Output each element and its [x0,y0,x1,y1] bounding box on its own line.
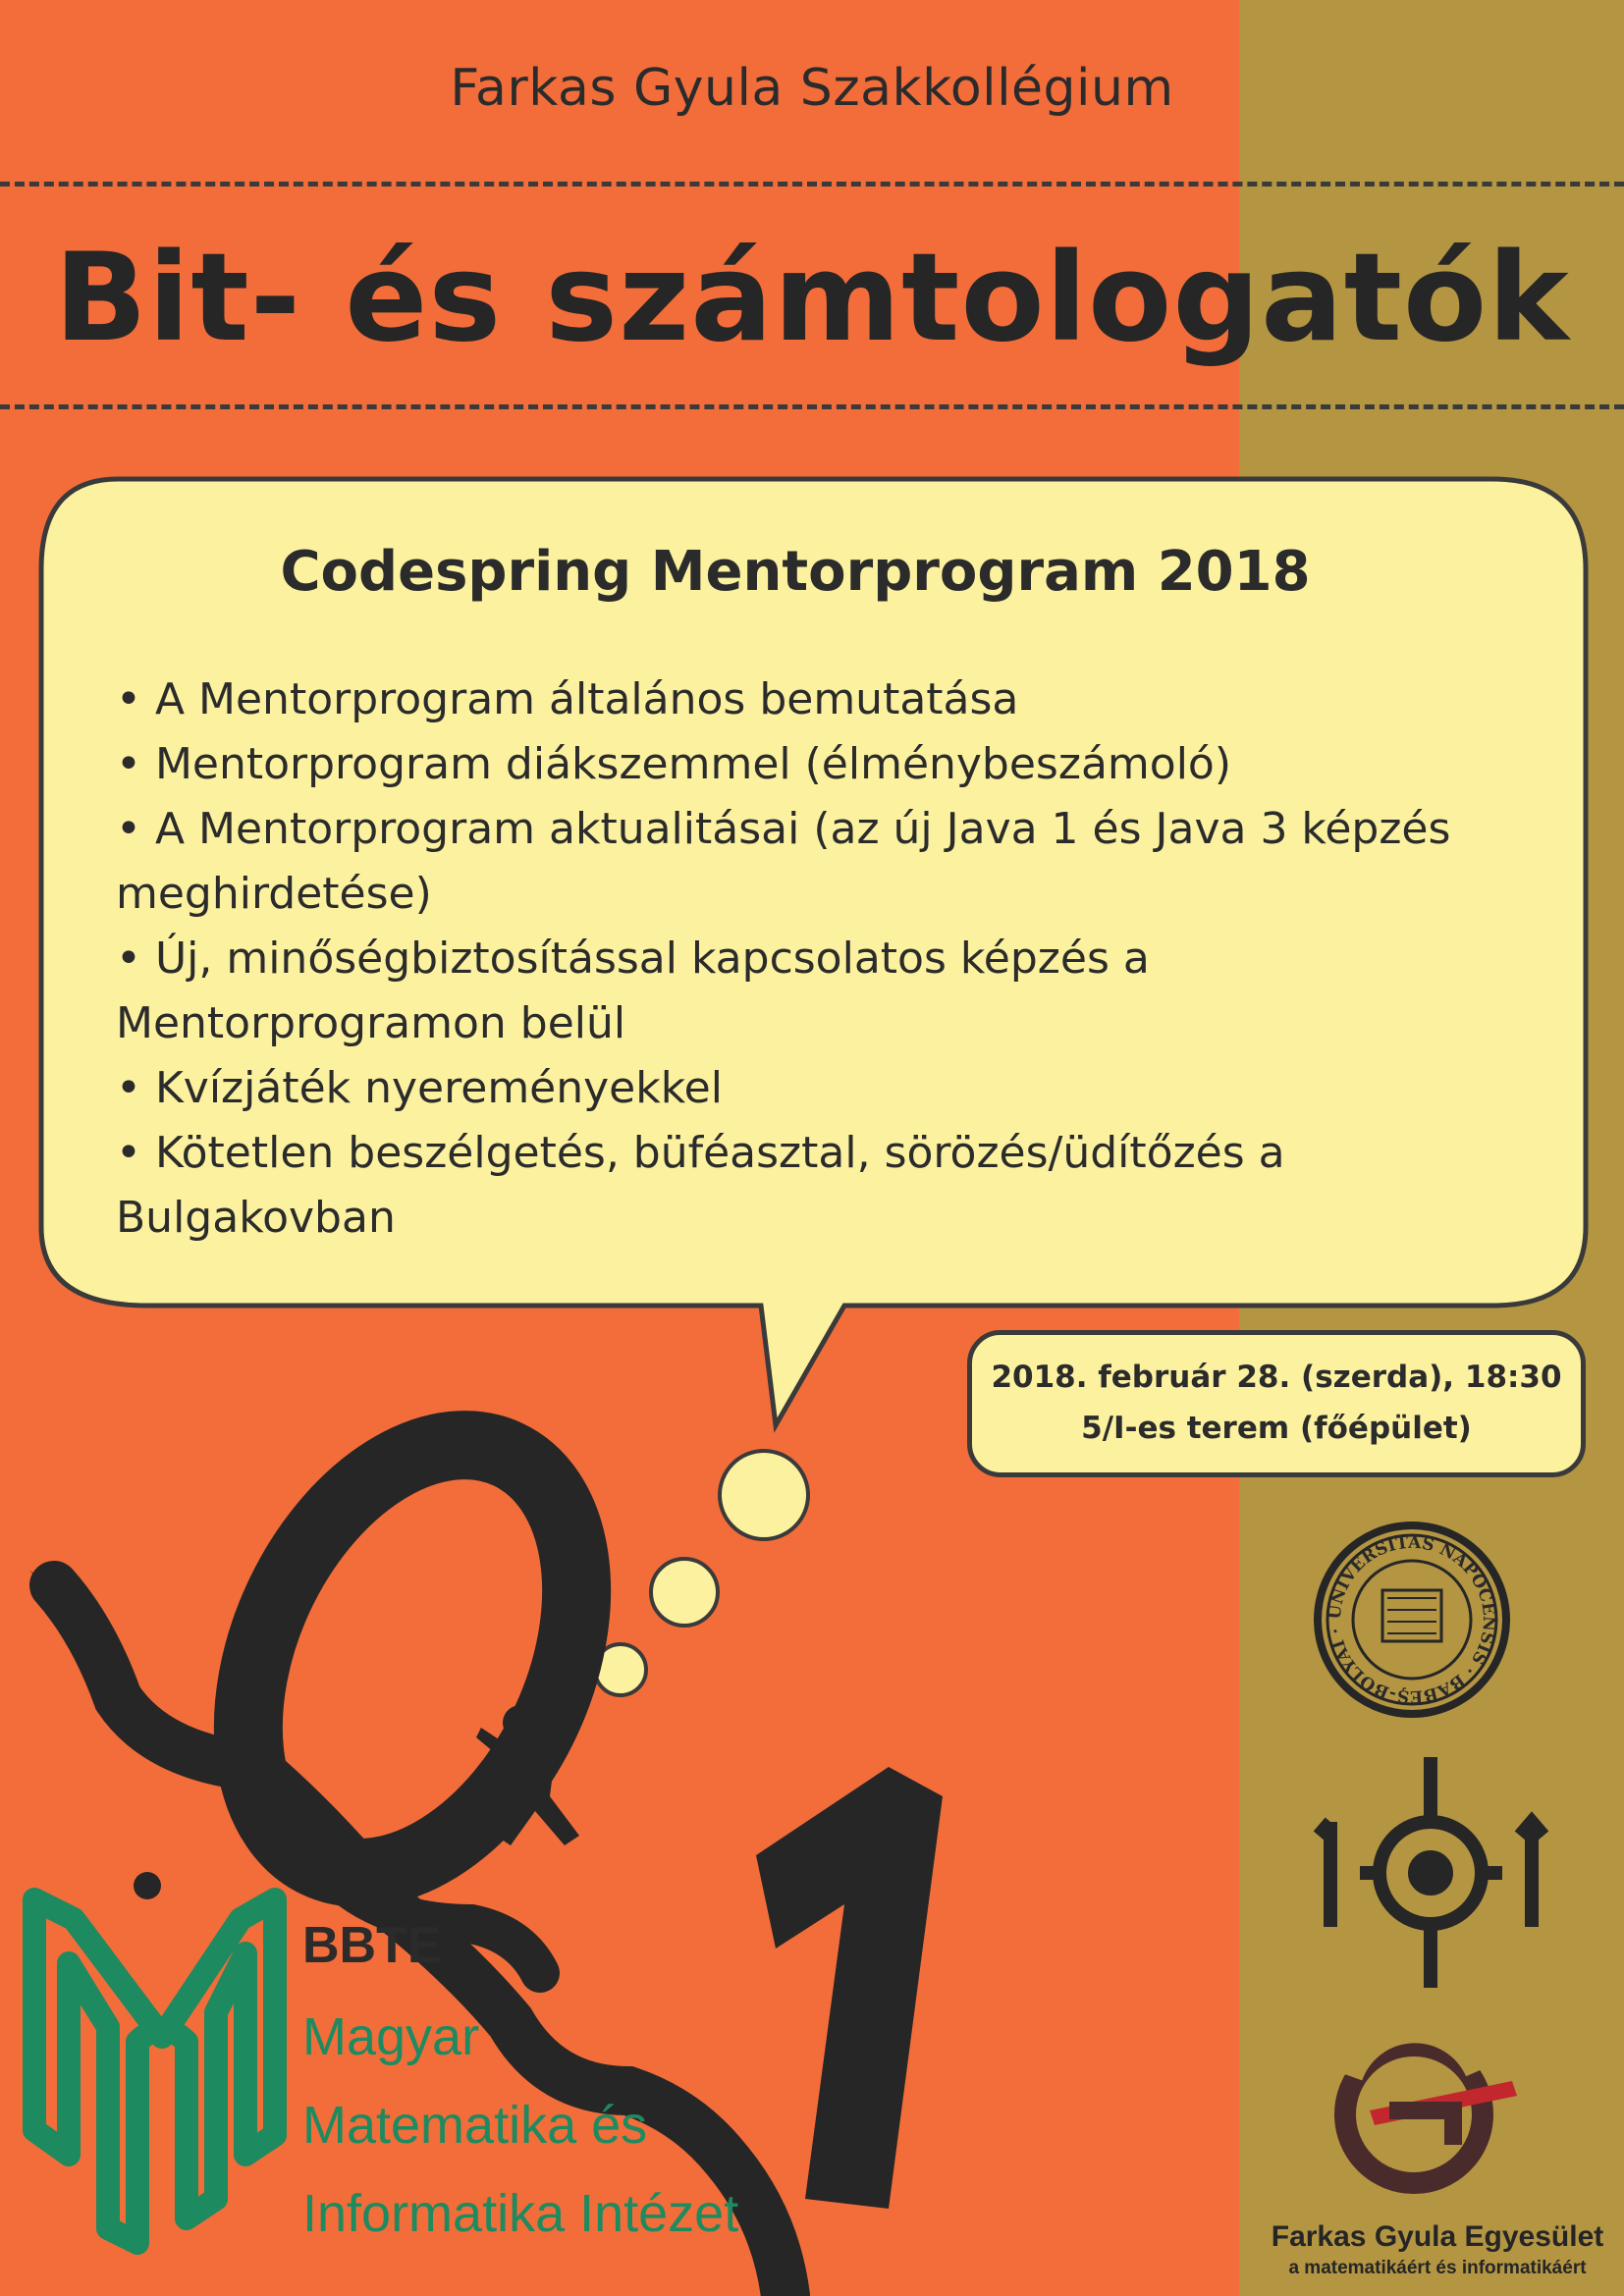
association-logo-icon [1345,2030,1517,2183]
event-location: 5/I-es terem (főépület) [1081,1411,1472,1446]
mmii-logo-icon [34,1872,275,2243]
institute-short-name: BBTE [302,1917,442,1974]
seal-lettering: UNIVERSITAS NAPOCENSIS · BABEŞ-BOLYAI · [1325,1532,1499,1707]
thought-bubble-medium [651,1559,718,1626]
agenda-item: • A Mentorprogram aktualitásai (az új Java 1 és Java 3 képzés meghirdetése) [116,804,1451,919]
digit-zero-icon [184,1392,641,1926]
university-seal-icon [1314,1522,1510,1718]
event-datetime: 2018. február 28. (szerda), 18:30 [991,1360,1562,1395]
digit-one-icon [756,1767,943,2209]
agenda-item: • Kvízjáték nyereményekkel [116,1063,723,1113]
event-info-box [967,1330,1586,1477]
agenda-item: • Mentorprogram diákszemmel (élménybeszámoló) [116,739,1232,789]
page-title: Bit- és számtologatók [54,228,1570,369]
agenda-list [116,667,1510,1251]
institute-name [302,1993,738,2258]
thought-bubble-large [720,1451,808,1539]
institute-name-line: Informatika Intézet [302,2184,739,2243]
agenda-item: • Kötetlen beszélgetés, büféasztal, sörözés/üdítőzés a Bulgakovban [116,1128,1285,1243]
association-name: Farkas Gyula Egyesület [1271,2220,1604,2253]
institute-name-line: Matematika és [302,2096,648,2155]
agenda-item: • A Mentorprogram általános bemutatása [116,674,1019,724]
organizer-name: Farkas Gyula Szakkollégium [450,59,1174,118]
association-tagline: a matematikáért és informatikáért [1288,2258,1587,2278]
agenda-item: • Új, minőségbiztosítással kapcsolatos képzés a Mentorprogramon belül [116,934,1150,1048]
target-101-logo-icon [1319,1757,1543,1988]
institute-name-line: Magyar [302,2007,480,2066]
program-title: Codespring Mentorprogram 2018 [280,540,1311,604]
